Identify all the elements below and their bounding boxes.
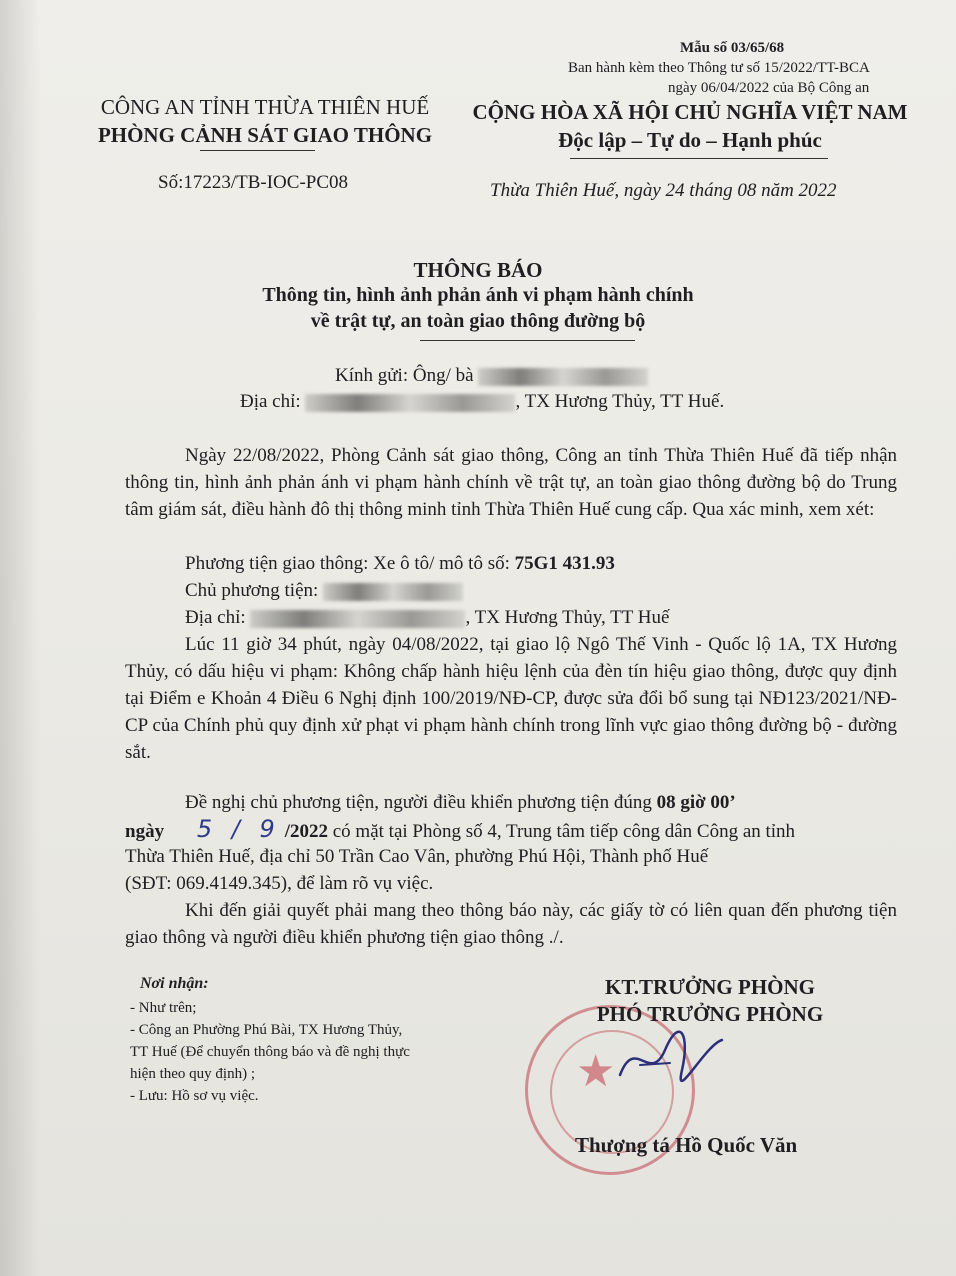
page-shadow [0,0,40,1276]
signature-title-2: PHÓ TRƯỞNG PHÒNG [596,1002,824,1026]
recipients-item-2b: TT Huế (Để chuyển thông báo và đề nghị thực [130,1044,410,1060]
owner-address-line [185,604,669,631]
form-number: Mẫu số 03/65/68 [680,40,785,56]
motto-underline [570,158,828,159]
national-motto: Độc lập – Tự do – Hạnh phúc [558,128,822,152]
country-name: CỘNG HÒA XÃ HỘI CHỦ NGHĨA VIỆT NAM [472,100,908,124]
title-underline [420,340,635,341]
redacted-owner-address [250,610,465,628]
signer-name: Thượng tá Hồ Quốc Văn [575,1133,798,1157]
request-text-d: (SĐT: 069.4149.345), để làm rõ vụ việc. [125,873,434,894]
owner-label: Chủ phương tiện: [185,580,319,601]
paragraph-request-line2 [125,816,795,845]
vehicle-plate: 75G1 431.93 [514,553,615,574]
place-date: Thừa Thiên Huế, ngày 24 tháng 08 năm 2022 [490,180,837,201]
handwritten-signature [610,1015,730,1095]
seal-star-icon: ★ [576,1047,616,1096]
request-time: 08 giờ 00’ [656,792,736,813]
recipients-item-1: - Như trên; [130,1000,197,1016]
issuer-department: PHÒNG CẢNH SÁT GIAO THÔNG [97,123,433,147]
paragraph-violation: Lúc 11 giờ 34 phút, ngày 04/08/2022, tại giao lộ Ngô Thế Vinh - Quốc lộ 1A, TX Hương Thủy, có dấu hiệu vi phạm: Không chấp hành hiệu lệnh của đèn tín hiệu giao thông, được quy định tại Điểm e Khoản 4 Điều 6 Nghị định 100/2019/NĐ-CP, được sửa đổi bổ sung tại NĐ123/2021/NĐ-CP của Chính phủ quy định xử phạt vi phạm hành chính trong lĩnh vực giao thông đường bộ - đường sắt. [125,634,897,763]
issuer-underline [200,150,315,151]
issuer-agency: CÔNG AN TỈNH THỪA THIÊN HUẾ [100,95,430,119]
vehicle-label: Phương tiện giao thông: Xe ô tô/ mô tô số: [185,553,510,574]
paragraph-intro: Ngày 22/08/2022, Phòng Cảnh sát giao thông, Công an tỉnh Thừa Thiên Huế đã tiếp nhận thông tin, hình ảnh phản ánh vi phạm hành chính về trật tự, an toàn giao thông đường bộ do Trung tâm giám sát, điều hành đô thị thông minh tỉnh Thừa Thiên Huế cung cấp. Qua xác minh, xem xét: [125,445,897,520]
signature-title-1: KT.TRƯỞNG PHÒNG [605,975,815,999]
recipient-address-suffix: , TX Hương Thủy, TT Huế. [515,391,725,412]
vehicle-line [185,550,615,577]
request-year: /2022 [284,821,328,842]
notice-subtitle-1: Thông tin, hình ảnh phản ánh vi phạm hành chính [262,284,694,306]
redacted-recipient-address [305,394,515,412]
owner-address-label: Địa chỉ: [185,607,246,628]
recipient-address-label: Địa chỉ: [240,391,301,412]
recipients-item-2c: hiện theo quy định) ; [130,1066,255,1082]
recipients-heading: Nơi nhận: [140,975,209,992]
request-day-label: ngày [125,821,165,842]
doc-number: Số:17223/TB-IOC-PC08 [158,172,349,193]
recipient-label: Kính gửi: Ông/ bà [335,365,474,386]
request-text-c: Thừa Thiên Huế, địa chỉ 50 Trần Cao Vân, phường Phú Hội, Thành phố Huế [125,846,709,867]
recipient-line [335,362,648,389]
paragraph-request-line1 [185,789,736,816]
form-issued-date: ngày 06/04/2022 của Bộ Công an [668,80,870,96]
handwritten-date: 5 / 9 [196,815,281,843]
notice-title: THÔNG BÁO [413,258,543,282]
notice-subtitle-2: về trật tự, an toàn giao thông đường bộ [310,310,646,332]
form-issued-with: Ban hành kèm theo Thông tư số 15/2022/TT-BCA [568,60,870,76]
request-text-a: Đề nghị chủ phương tiện, người điều khiển phương tiện đúng [185,792,652,813]
owner-line [185,577,463,604]
recipient-address-line [240,388,724,415]
request-text-b: có mặt tại Phòng số 4, Trung tâm tiếp công dân Công an tỉnh [332,821,796,842]
redacted-owner-name [323,583,463,601]
recipients-item-2a: - Công an Phường Phú Bài, TX Hương Thủy, [130,1022,403,1038]
owner-address-suffix: , TX Hương Thủy, TT Huế [465,607,670,628]
paragraph-bring-documents: Khi đến giải quyết phải mang theo thông báo này, các giấy tờ có liên quan đến phương tiện giao thông và người điều khiển phương tiện giao thông ./. [125,900,897,948]
redacted-recipient-name [478,368,648,386]
recipients-item-3: - Lưu: Hồ sơ vụ việc. [130,1088,259,1104]
